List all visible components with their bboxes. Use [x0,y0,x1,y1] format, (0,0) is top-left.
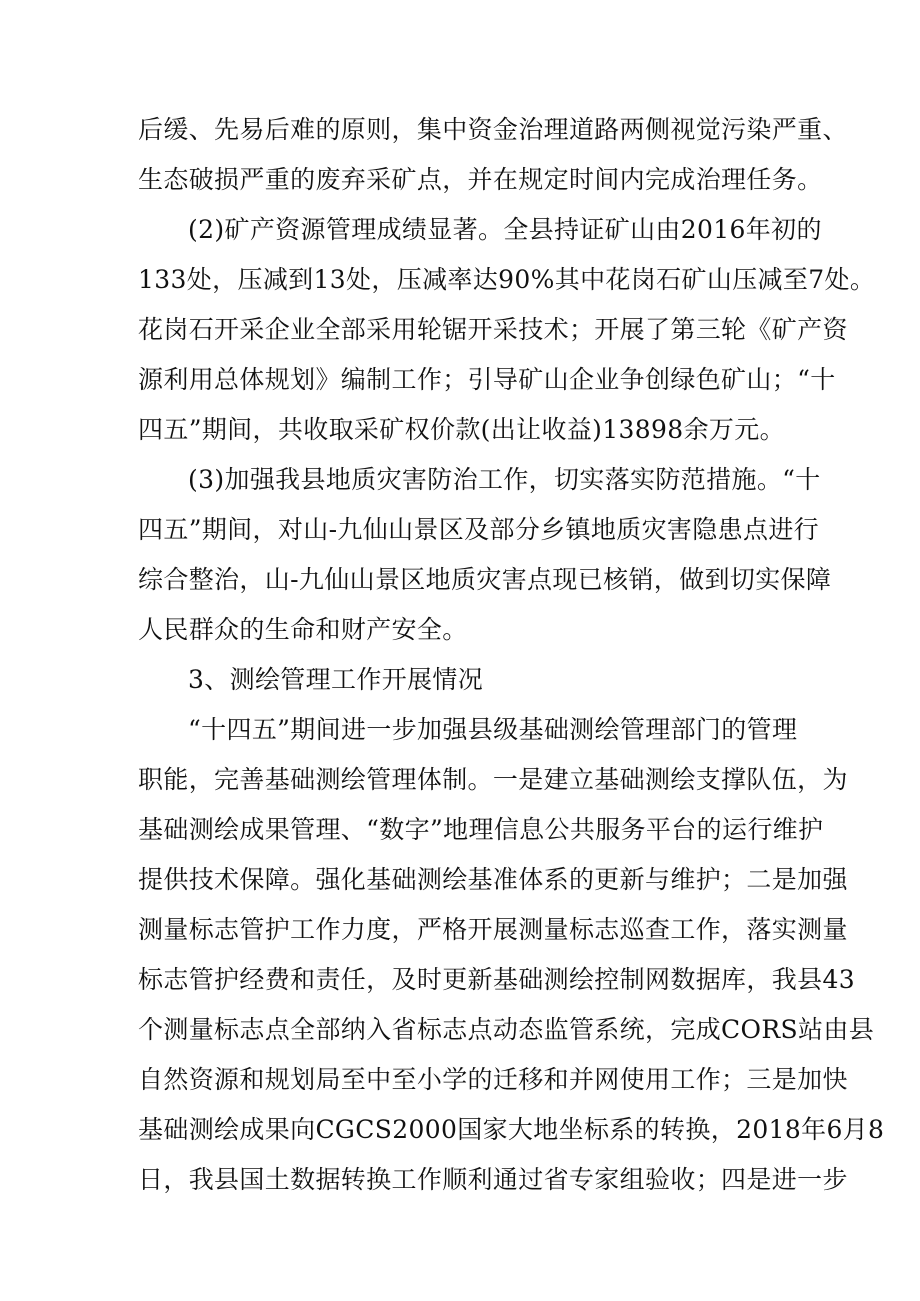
paragraph-line: 标志管护经费和责任，及时更新基础测绘控制网数据库，我县43 [138,965,855,994]
section-heading: 3、测绘管理工作开展情况 [188,665,484,694]
paragraph-line: “十四五”期间进一步加强县级基础测绘管理部门的管理 [188,715,798,744]
paragraph-line: 测量标志管护工作力度，严格开展测量标志巡查工作，落实测量 [138,915,848,944]
paragraph-line: 自然资源和规划局至中至小学的迁移和并网使用工作；三是加快 [138,1065,848,1094]
paragraph-line: (3)加强我县地质灾害防治工作，切实落实防范措施。“十 [188,465,821,494]
paragraph-line: 基础测绘成果向CGCS2000国家大地坐标系的转换，2018年6月8 [138,1115,885,1144]
paragraph-line: 133处，压减到13处，压减率达90%其中花岗石矿山压减至7处。 [138,265,876,294]
paragraph-line: 后缓、先易后难的原则，集中资金治理道路两侧视觉污染严重、 [138,115,848,144]
paragraph-line: 基础测绘成果管理、“数字”地理信息公共服务平台的运行维护 [138,815,824,844]
paragraph-line: 花岗石开采企业全部采用轮锯开采技术；开展了第三轮《矿产资 [138,315,848,344]
paragraph-line: (2)矿产资源管理成绩显著。全县持证矿山由2016年初的 [188,215,822,244]
paragraph-line: 日，我县国土数据转换工作顺利通过省专家组验收；四是进一步 [138,1165,848,1194]
paragraph-line: 提供技术保障。强化基础测绘基准体系的更新与维护；二是加强 [138,865,848,894]
paragraph-line: 综合整治，山-九仙山景区地质灾害点现已核销，做到切实保障 [138,565,832,594]
paragraph-line: 职能，完善基础测绘管理体制。一是建立基础测绘支撑队伍，为 [138,765,848,794]
paragraph-line: 源利用总体规划》编制工作；引导矿山企业争创绿色矿山；“十 [138,365,836,394]
paragraph-line: 个测量标志点全部纳入省标志点动态监管系统，完成CORS站由县 [138,1015,875,1044]
paragraph-line: 生态破损严重的废弃采矿点，并在规定时间内完成治理任务。 [138,165,823,194]
paragraph-line: 人民群众的生命和财产安全。 [138,615,468,644]
paragraph-line: 四五”期间，共收取采矿权价款(出让收益)13898余万元。 [138,415,785,444]
paragraph-line: 四五”期间，对山-九仙山景区及部分乡镇地质灾害隐患点进行 [138,515,820,544]
